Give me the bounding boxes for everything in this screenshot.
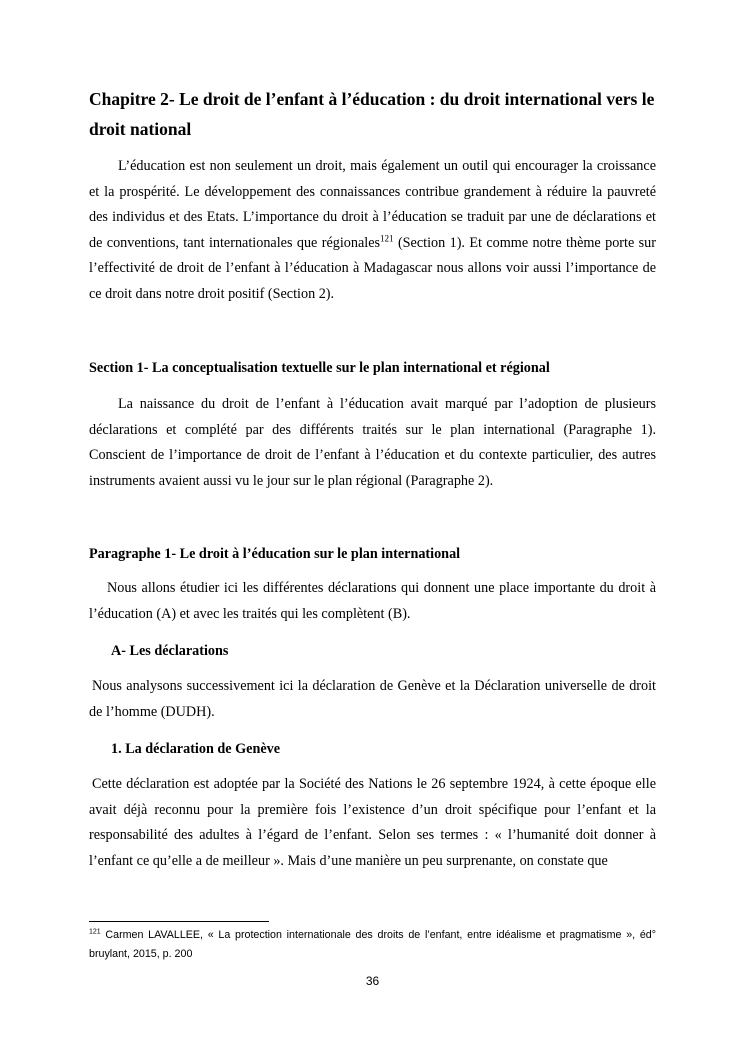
footnote-reference[interactable]: 121 [380,233,394,244]
page-number: 36 [365,974,380,988]
section-1-paragraph: La naissance du droit de l’enfant à l’éducation avait marqué par l’adoption de plusieurs déclarations et complété par des différents traités sur le plan international (Paragraphe 1). Conscient de l’importance de droit de l’enfant à l’éducation et du contexte particulier, des autres instruments avaient aussi vu le jour sur le plan régional (Paragraphe 2). [89,396,656,489]
chapter-title: Chapitre 2- Le droit de l’enfant à l’éducation : du droit international vers le droit national [89,89,655,139]
intro-paragraph [89,154,656,308]
subsection-a-text: Nous analysons successivement ici la déclaration de Genève et la Déclaration universelle de droit de l’homme (DUDH). [89,678,656,720]
footnote-separator [89,921,269,922]
item-1-text: Cette déclaration est adoptée par la Société des Nations le 26 septembre 1924, à cette époque elle avait déjà reconnu pour la première fois l’existence d’un droit spécifique pour l’enfant et la responsabilité des adultes à l’égard de l’enfant. Selon ses termes : « l’humanité doit donner à l’enfant ce qu’elle a de meilleur ». Mais d’une manière un peu surprenante, on constate que [89,776,656,869]
footnote [89,926,656,964]
subsection-a-title: A- Les déclarations [111,643,229,659]
paragraph-1-text: Nous allons étudier ici les différentes déclarations qui donnent une place importante du droit à l’éducation (A) et avec les traités qui les complètent (B). [89,580,656,622]
paragraph-1-title: Paragraphe 1- Le droit à l’éducation sur le plan international [89,546,461,562]
intro-text: L’éducation est non seulement un droit, mais également un outil qui encourager la croissance et la prospérité. Le développement des connaissances contribue grandement à réduire la pauvreté des individus et des Etats. L’importance du droit à l’éducation se traduit par une de déclarations et de conventions, tant internationales que régionales [89,158,656,251]
item-1-title: 1. La déclaration de Genève [111,741,281,757]
footnote-number: 121 [89,928,101,936]
footnote-text: Carmen LAVALLEE, « La protection internationale des droits de l’enfant, entre idéalisme et pragmatisme », éd° bruylant, 2015, p. 200 [89,929,656,960]
section-1-title: Section 1- La conceptualisation textuelle sur le plan international et régional [89,360,550,376]
intro-text-continued: (Section 1). Et comme notre thème porte sur l’effectivité de droit de l’enfant à l’éducation à Madagascar nous allons voir aussi l’importance de ce droit dans notre droit positif (Section 2). [89,234,657,302]
